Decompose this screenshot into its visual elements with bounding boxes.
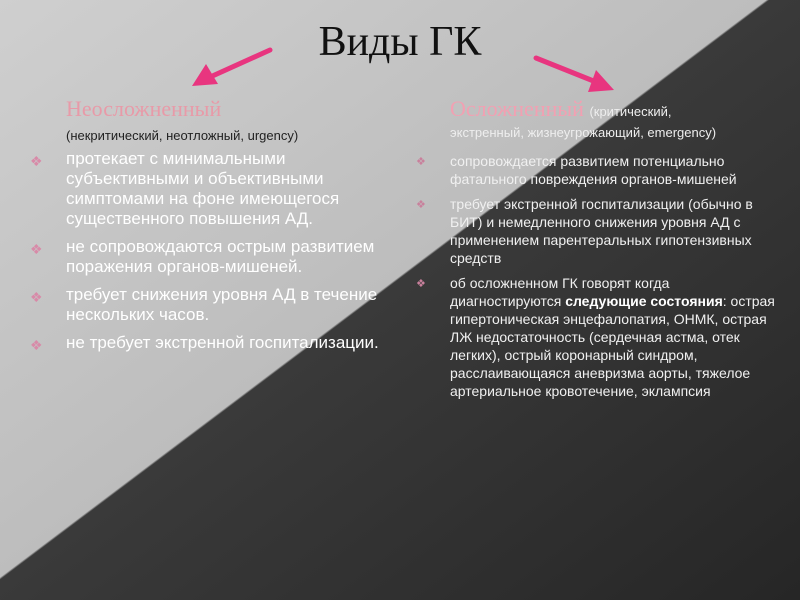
list-item: ❖ об осложненном ГК говорят когда диагностируются следующие состояния: острая гипертоническая энцефалопатия, ОНМК, острая ЛЖ недостаточность (сердечная астма, отек легких), острый коронарный синдром, расслаивающаяся аневризма аорты, тяжелое артериальное кровотечение, эклампсия (416, 275, 775, 399)
diamond-bullet-icon: ❖ (30, 337, 43, 353)
list-item: ❖ требует экстренной госпитализации (обычно в БИТ) и немедленного снижения уровня АД с применением парентеральных гипотензивных средств (416, 196, 753, 266)
diamond-bullet-icon: ❖ (30, 241, 43, 257)
list-item: ❖ не сопровождаются острым развитием поражения органов-мишеней. (30, 237, 375, 276)
diamond-bullet-icon: ❖ (30, 153, 43, 169)
left-bullet-list (30, 149, 390, 353)
list-item: ❖ не требует экстренной госпитализации. (30, 333, 379, 353)
right-heading (450, 96, 778, 122)
list-item: ❖ требует снижения уровня АД в течение нескольких часов. (30, 285, 378, 324)
arrow-left-icon (188, 44, 278, 92)
arrow-right-icon (530, 52, 620, 100)
left-heading: Неосложненный (66, 96, 222, 121)
left-column (30, 96, 390, 361)
right-heading-note: экстренный, жизнеугрожающий, emergency) (450, 125, 717, 140)
diamond-bullet-icon: ❖ (416, 199, 426, 211)
diamond-bullet-icon: ❖ (416, 278, 426, 290)
diamond-bullet-icon: ❖ (416, 156, 426, 168)
bold-phrase: следующие состояния (565, 293, 723, 309)
left-heading-note: (некритический, неотложный, urgency) (66, 128, 299, 143)
right-column (408, 96, 778, 407)
list-item: ❖ сопровождается развитием потенциально фатального повреждения органов-мишеней (416, 153, 737, 187)
list-item: ❖ протекает с минимальными субъективными и объективными симптомами на фоне имеющегося существенного повышения АД. (30, 149, 340, 228)
right-heading-note-inline: (критический, (589, 104, 672, 119)
right-bullet-list (408, 152, 778, 400)
diamond-bullet-icon: ❖ (30, 289, 43, 305)
slide-title: Виды ГК (318, 19, 482, 65)
right-heading-title: Осложненный (450, 96, 584, 121)
